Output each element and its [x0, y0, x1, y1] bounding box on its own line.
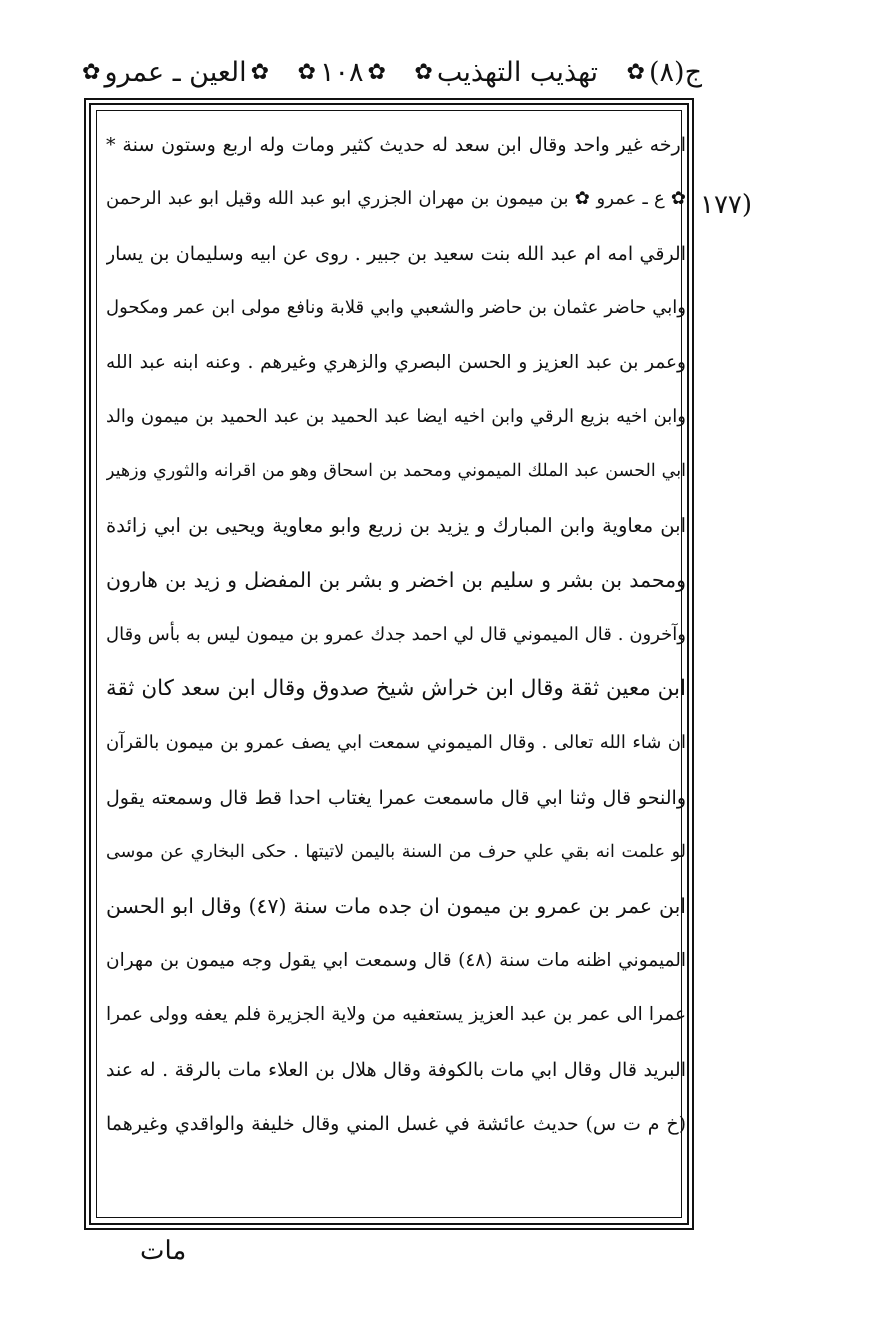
ornament-icon: ✿: [250, 59, 270, 85]
text-body: [106, 118, 686, 1151]
entry-number: (١٧٧: [700, 190, 753, 220]
header-title: [414, 57, 598, 88]
ornament-icon: ✿: [297, 59, 316, 85]
text-line: عمرا الى عمر بن عبد العزيز يستعفيه من ولاية الجزيرة فلم يعفه وولى عمرا: [106, 1004, 686, 1026]
text-line: وابن اخيه بزيع الرقي وابن اخيه ايضا عبد الحميد بن عبد الحميد بن ميمون والد: [106, 405, 686, 427]
text-line: ابن معين ثقة وقال ابن خراش شيخ صدوق وقال ابن سعد كان ثقة: [106, 675, 686, 701]
header-page-number: [298, 57, 386, 88]
text-line: ومحمد بن بشر و سليم بن اخضر و بشر بن المفضل و زيد بن هارون: [106, 568, 686, 593]
running-header: [82, 52, 702, 92]
ornament-icon: ✿: [626, 59, 645, 85]
text-line: وابي حاضر عثمان بن حاضر والشعبي وابي قلابة ونافع مولى ابن عمر ومكحول: [106, 297, 686, 319]
text-line: (خ م ت س) حديث عائشة في غسل المني وقال خليفة والواقدي وغيرهما: [106, 1113, 686, 1136]
ornament-icon: ✿: [367, 59, 386, 85]
ornament-icon: ✿: [82, 59, 101, 85]
text-line: ابي الحسن عبد الملك الميموني ومحمد بن اسحاق وهو من اقرانه والثوري وزهير: [106, 461, 686, 482]
text-line: والنحو قال وثنا ابي قال ماسمعت عمرا يغتاب احدا قط قال وسمعته يقول: [106, 786, 686, 809]
text-line-entry-heading: ✿ ع ـ عمرو ✿ بن ميمون بن مهران الجزري ابو عبد الله وقيل ابو عبد الرحمن: [106, 188, 686, 210]
ornament-icon: ✿: [414, 59, 433, 85]
catchword: مات: [140, 1236, 187, 1266]
text-line: لو علمت انه بقي علي حرف من السنة باليمن لاتيتها . حكى البخاري عن موسى: [106, 842, 686, 863]
text-line: ابن عمر بن عمرو بن ميمون ان جده مات سنة (٤٧) وقال ابو الحسن: [106, 894, 686, 919]
text-line: ابن معاوية وابن المبارك و يزيد بن زريع وابو معاوية ويحيى بن ابي زائدة: [106, 513, 686, 537]
header-volume: [627, 57, 702, 88]
volume-label: ج(٨): [648, 56, 702, 88]
text-line: الرقي امه ام عبد الله بنت سعيد بن جبير . روى عن ابيه وسليمان بن يسار: [106, 242, 686, 265]
text-line: ارخه غير واحد وقال ابن سعد له حديث كثير ومات وله اربع وستون سنة *: [106, 134, 686, 156]
text-line: البريد قال وقال ابي مات بالكوفة وقال هلال بن العلاء مات بالرقة . له عند: [106, 1058, 686, 1081]
text-line: الميموني اظنه مات سنة (٤٨) قال وسمعت ابي يقول وجه ميمون بن مهران: [106, 949, 686, 971]
book-title: تهذيب التهذيب: [436, 56, 599, 88]
text-line: وعمر بن عبد العزيز و الحسن البصري والزهري وغيرهم . وعنه ابنه عبد الله: [106, 351, 686, 373]
text-line: وآخرون . قال الميموني قال لي احمد جدك عمرو بن ميمون ليس به بأس وقال: [106, 623, 686, 645]
header-section: [82, 57, 269, 88]
text-line: ان شاء الله تعالى . وقال الميموني سمعت ابي يصف عمرو بن ميمون بالقرآن: [106, 732, 686, 754]
page-number: ١٠٨: [319, 56, 364, 88]
section-label: العين ـ عمرو: [104, 56, 247, 88]
